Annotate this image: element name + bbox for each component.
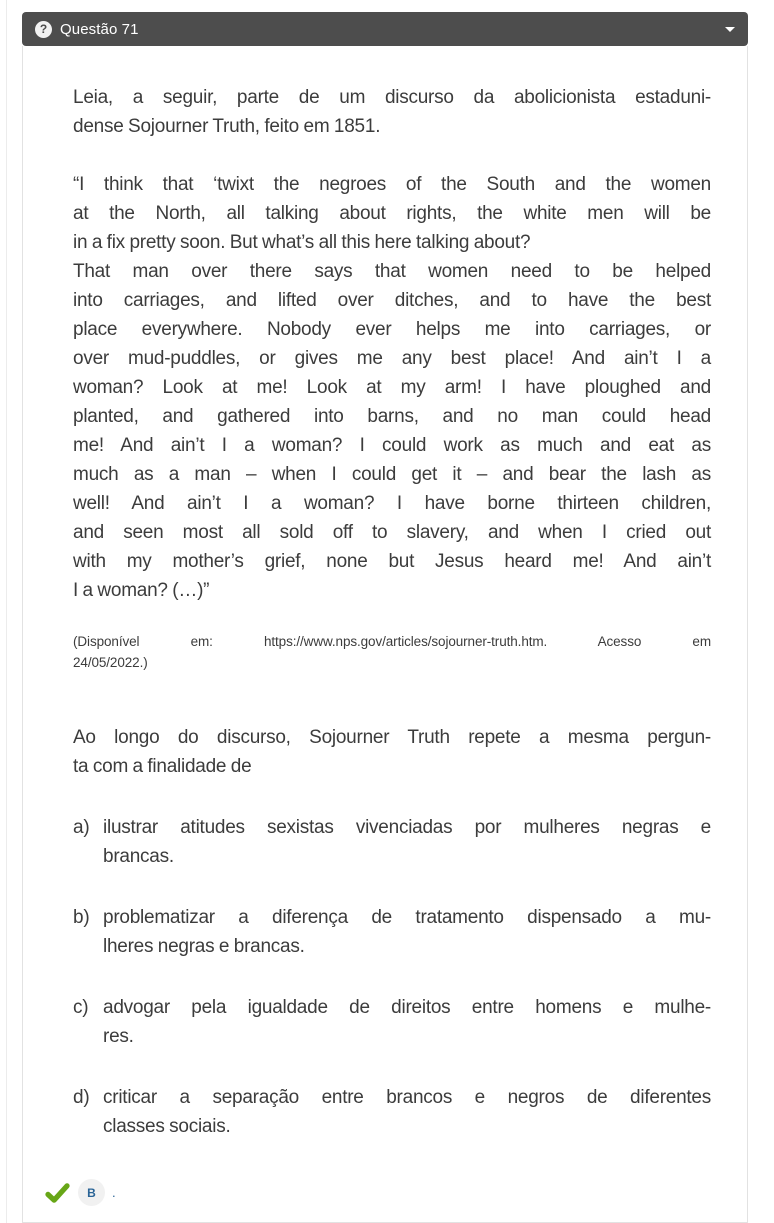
outer-panel-border <box>6 0 7 1223</box>
option-letter: a) <box>73 817 90 838</box>
paragraph-quote <box>73 170 711 605</box>
text-line: advogar pela igualdade de direitos entre homens e mulhe- <box>103 997 711 1018</box>
question-body <box>22 46 748 1223</box>
option-a <box>73 813 711 871</box>
question-title: Questão 71 <box>60 20 139 38</box>
question-card <box>22 12 748 1223</box>
answer-row <box>23 1179 747 1206</box>
option-d <box>73 1083 711 1141</box>
text-line: and seen most all sold off to slavery, and when I cried out <box>73 522 711 543</box>
text-line: with my mother’s grief, none but Jesus heard me! And ain’t <box>73 551 711 572</box>
option-text <box>103 903 711 961</box>
text-line: ilustrar atitudes sexistas vivenciadas por mulheres negras e <box>103 817 711 838</box>
option-text <box>103 813 711 871</box>
paragraph-stem <box>73 723 711 781</box>
text-line: place everywhere. Nobody ever helps me into carriages, or <box>73 319 711 340</box>
text-line: Ao longo do discurso, Sojourner Truth repete a mesma pergun- <box>73 727 711 748</box>
text-line: into carriages, and lifted over ditches, and to have the best <box>73 290 711 311</box>
paragraph-cite <box>73 631 711 673</box>
text-line: planted, and gathered into barns, and no man could head <box>73 406 711 427</box>
text-line: res. <box>103 1026 134 1047</box>
option-letter: c) <box>73 997 89 1018</box>
text-line: criticar a separação entre brancos e negros de diferentes <box>103 1087 711 1108</box>
option-text <box>103 993 711 1051</box>
text-line: ta com a finalidade de <box>73 756 252 777</box>
text-line: Leia, a seguir, parte de um discurso da abolicionista estaduni- <box>73 87 711 108</box>
text-line: classes sociais. <box>103 1116 231 1137</box>
text-line: 24/05/2022.) <box>73 655 148 670</box>
text-line: I a woman? (…)” <box>73 580 210 601</box>
text-line: That man over there says that women need to be helped <box>73 261 711 282</box>
text-line: lheres negras e brancas. <box>103 936 305 957</box>
caret-down-icon[interactable] <box>725 27 735 32</box>
paragraph-intro <box>73 83 711 141</box>
text-line: over mud-puddles, or gives me any best place! And ain’t I a <box>73 348 711 369</box>
correct-check-icon <box>45 1183 70 1203</box>
option-c <box>73 993 711 1051</box>
question-text-image <box>23 46 747 1141</box>
text-line: me! And ain’t I a woman? I could work as much and eat as <box>73 435 711 456</box>
text-line: at the North, all talking about rights, the white men will be <box>73 203 711 224</box>
answer-letter-badge[interactable]: B <box>78 1179 105 1206</box>
text-line: woman? Look at me! Look at my arm! I have ploughed and <box>73 377 711 398</box>
answer-suffix: . <box>112 1185 116 1200</box>
text-line: brancas. <box>103 846 174 867</box>
text-line: “I think that ‘twixt the negroes of the South and the women <box>73 174 711 195</box>
text-line: much as a man – when I could get it – and bear the lash as <box>73 464 711 485</box>
text-line: problematizar a diferença de tratamento dispensado a mu- <box>103 907 711 928</box>
text-line: in a fix pretty soon. But what’s all this here talking about? <box>73 232 531 253</box>
text-line: (Disponível em: https://www.nps.gov/articles/sojourner-truth.htm. Acesso em <box>73 634 711 649</box>
question-header[interactable] <box>22 12 748 46</box>
question-circle-icon: ? <box>35 21 52 38</box>
text-line: well! And ain’t I a woman? I have borne thirteen children, <box>73 493 711 514</box>
option-letter: d) <box>73 1087 90 1108</box>
option-letter: b) <box>73 907 90 928</box>
option-text <box>103 1083 711 1141</box>
text-line: dense Sojourner Truth, feito em 1851. <box>73 116 381 137</box>
option-b <box>73 903 711 961</box>
